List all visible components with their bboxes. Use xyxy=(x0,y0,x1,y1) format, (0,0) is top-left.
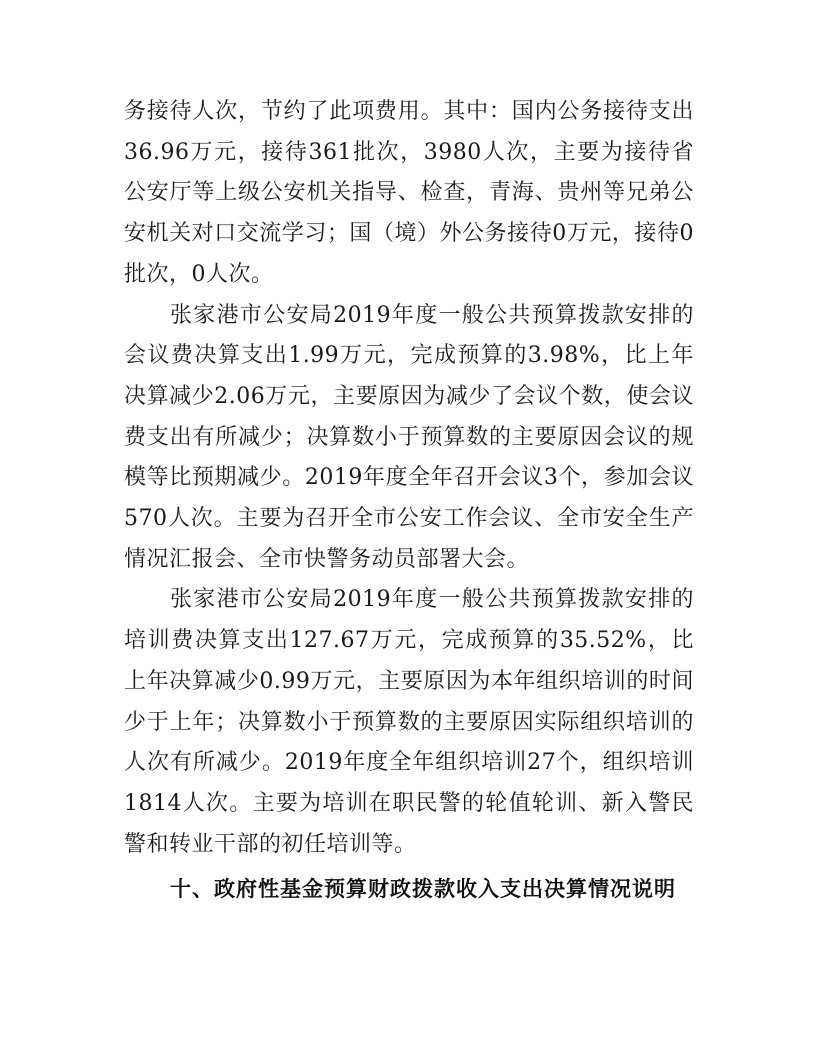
paragraph-training-expenses: 张家港市公安局2019年度一般公共预算拨款安排的培训费决算支出127.67万元，完成预算的35.52%，比上年决算减少0.99万元，主要原因为本年组织培训的时间少于上年；决算数小于预算数的主要原因实际组织培训的人次有所减少。2019年度全年组织培训27个，组织培训1814人次。主要为培训在职民警的轮值轮训、新入警民警和转业干部的初任培训等。 xyxy=(124,587,694,857)
paragraph-reception-expenses: 务接待人次，节约了此项费用。其中：国内公务接待支出36.96万元，接待361批次，3980人次，主要为接待省公安厅等上级公安机关指导、检查，青海、贵州等兄弟公安机关对口交流学习；国（境）外公务接待0万元，接待0批次，0人次。 xyxy=(124,99,694,287)
paragraph-meeting-expenses: 张家港市公安局2019年度一般公共预算拨款安排的会议费决算支出1.99万元，完成预算的3.98%，比上年决算减少2.06万元，主要原因为减少了会议个数，使会议费支出有所减少；决算数小于预算数的主要原因会议的规模等比预期减少。2019年度全年召开会议3个，参加会议570人次。主要为召开全市公安工作会议、全市安全生产情况汇报会、全市快警务动员部署大会。 xyxy=(124,302,694,572)
section-heading: 十、政府性基金预算财政拨款收入支出决算情况说明 xyxy=(170,877,676,902)
document-body xyxy=(124,92,694,910)
